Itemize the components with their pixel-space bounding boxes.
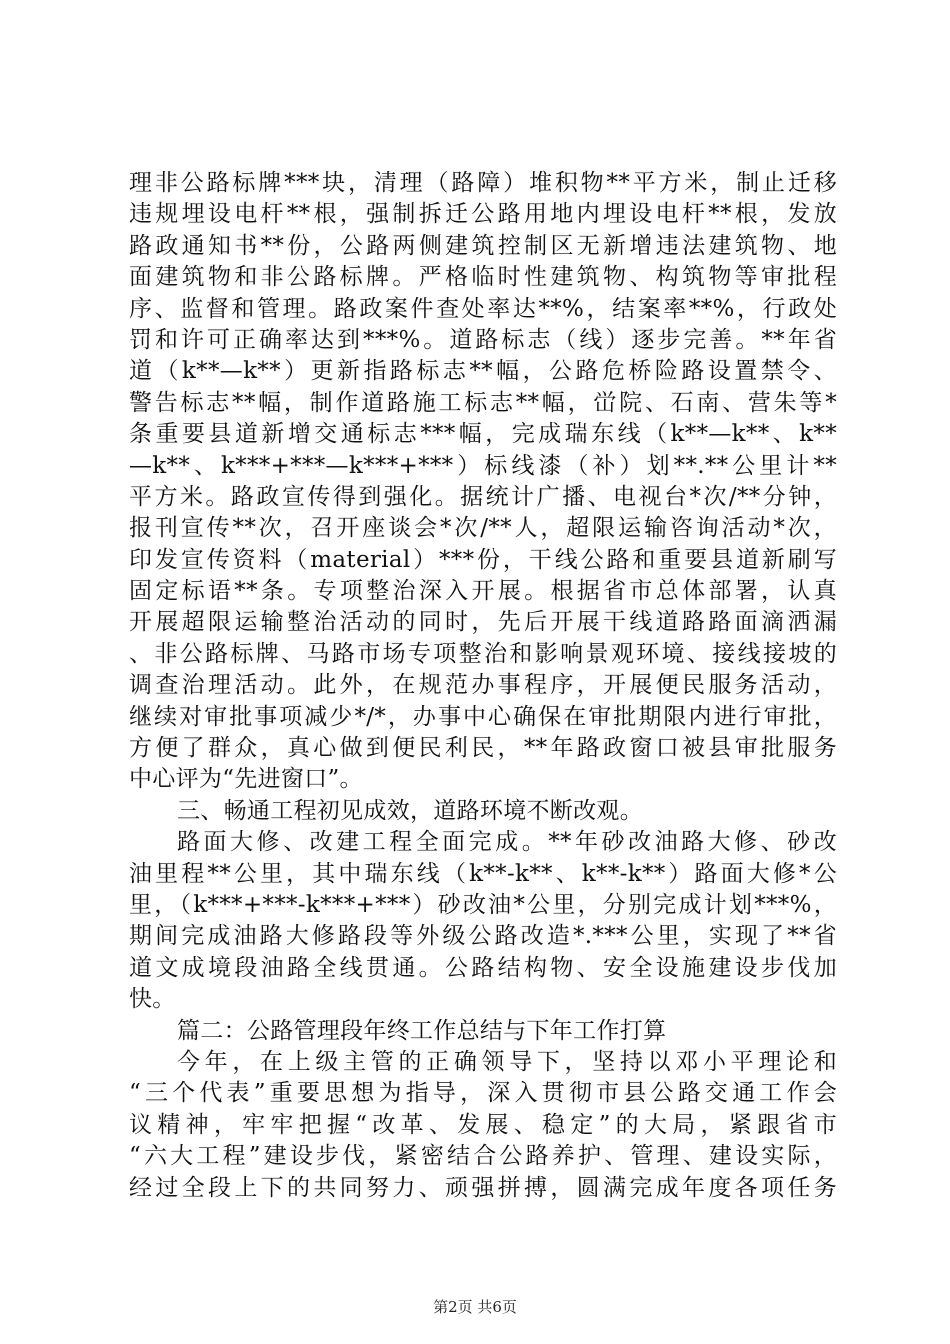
text-line: 路政通知书**份，公路两侧建筑控制区无新增违法建筑物、地	[129, 232, 837, 259]
text-line: 篇二：公路管理段年终工作总结与下年工作打算	[177, 1017, 667, 1044]
text-line: 条重要县道新增交通标志***幅，完成瑞东线（k**—k**、k**	[129, 421, 837, 448]
text-line: 道文成境段油路全线贯通。公路结构物、安全设施建设步伐加	[129, 954, 837, 981]
text-line: 序、监督和管理。路政案件查处率达**%，结案率**%，行政处	[129, 295, 837, 322]
text-line: 中心评为“先进窗口”。	[129, 766, 363, 793]
text-line: 油里程**公里，其中瑞东线（k**-k**、k**-k**）路面大修*公	[129, 860, 837, 887]
text-line: 、非公路标牌、马路市场专项整治和影响景观环境、接线接坡的	[129, 640, 837, 667]
body-text	[129, 168, 837, 1204]
text-line: 期间完成油路大修路段等外级公路改造*.***公里，实现了**省	[129, 923, 837, 950]
text-line: 里，（k***+***-k***+***）砂改油*公里，分别完成计划***%，	[129, 891, 837, 918]
text-line: 方便了群众，真心做到便民利民，**年路政窗口被县审批服务	[129, 735, 837, 762]
text-line: 理非公路标牌***块，清理（路障）堆积物**平方米，制止迁移	[129, 170, 837, 196]
text-line: 路面大修、改建工程全面完成。**年砂改油路大修、砂改	[177, 829, 837, 856]
text-line: 快。	[129, 986, 176, 1013]
text-line: 今年，在上级主管的正确领导下，坚持以邓小平理论和	[177, 1048, 837, 1075]
text-line: 警告标志**幅，制作道路施工标志**幅，峃院、石南、营朱等*	[129, 389, 837, 416]
text-line: 经过全段上下的共同努力、顽强拼搏，圆满完成年度各项任务	[129, 1174, 837, 1201]
text-line: 道（k**—k**）更新指路标志**幅，公路危桥险路设置禁令、	[129, 358, 837, 385]
text-line: 印发宣传资料（material）***份，干线公路和重要县道新刷写	[129, 546, 837, 573]
text-line: “三个代表”重要思想为指导，深入贯彻市县公路交通工作会	[129, 1080, 837, 1107]
text-line: “六大工程”建设步伐，紧密结合公路养护、管理、建设实际，	[129, 1143, 837, 1170]
text-line: 报刊宣传**次，召开座谈会*次/**人，超限运输咨询活动*次，	[129, 515, 837, 542]
text-line: 继续对审批事项减少*/*，办事中心确保在审批期限内进行审批，	[129, 703, 837, 730]
page-footer: 第2页 共6页	[433, 1298, 517, 1316]
text-line: 平方米。路政宣传得到强化。据统计广播、电视台*次/**分钟，	[129, 483, 837, 510]
text-line: 罚和许可正确率达到***%。道路标志（线）逐步完善。**年省	[129, 326, 837, 353]
text-line: 开展超限运输整治活动的同时，先后开展干线道路路面滴洒漏	[129, 609, 837, 636]
text-line: 违规埋设电杆**根，强制拆迁公路用地内埋设电杆**根，发放	[129, 201, 837, 228]
text-line: 议精神，牢牢把握“改革、发展、稳定”的大局，紧跟省市	[129, 1111, 837, 1138]
text-line: 面建筑物和非公路标牌。严格临时性建筑物、构筑物等审批程	[129, 264, 837, 291]
text-line: 固定标语**条。专项整治深入开展。根据省市总体部署，认真	[129, 578, 837, 605]
text-line: 调查治理活动。此外，在规范办事程序，开展便民服务活动，	[129, 672, 837, 699]
text-line: —k**、k***+***—k***+***）标线漆（补）划**.**公里计**	[129, 452, 837, 479]
text-line: 三、畅通工程初见成效，道路环境不断改观。	[177, 797, 643, 824]
